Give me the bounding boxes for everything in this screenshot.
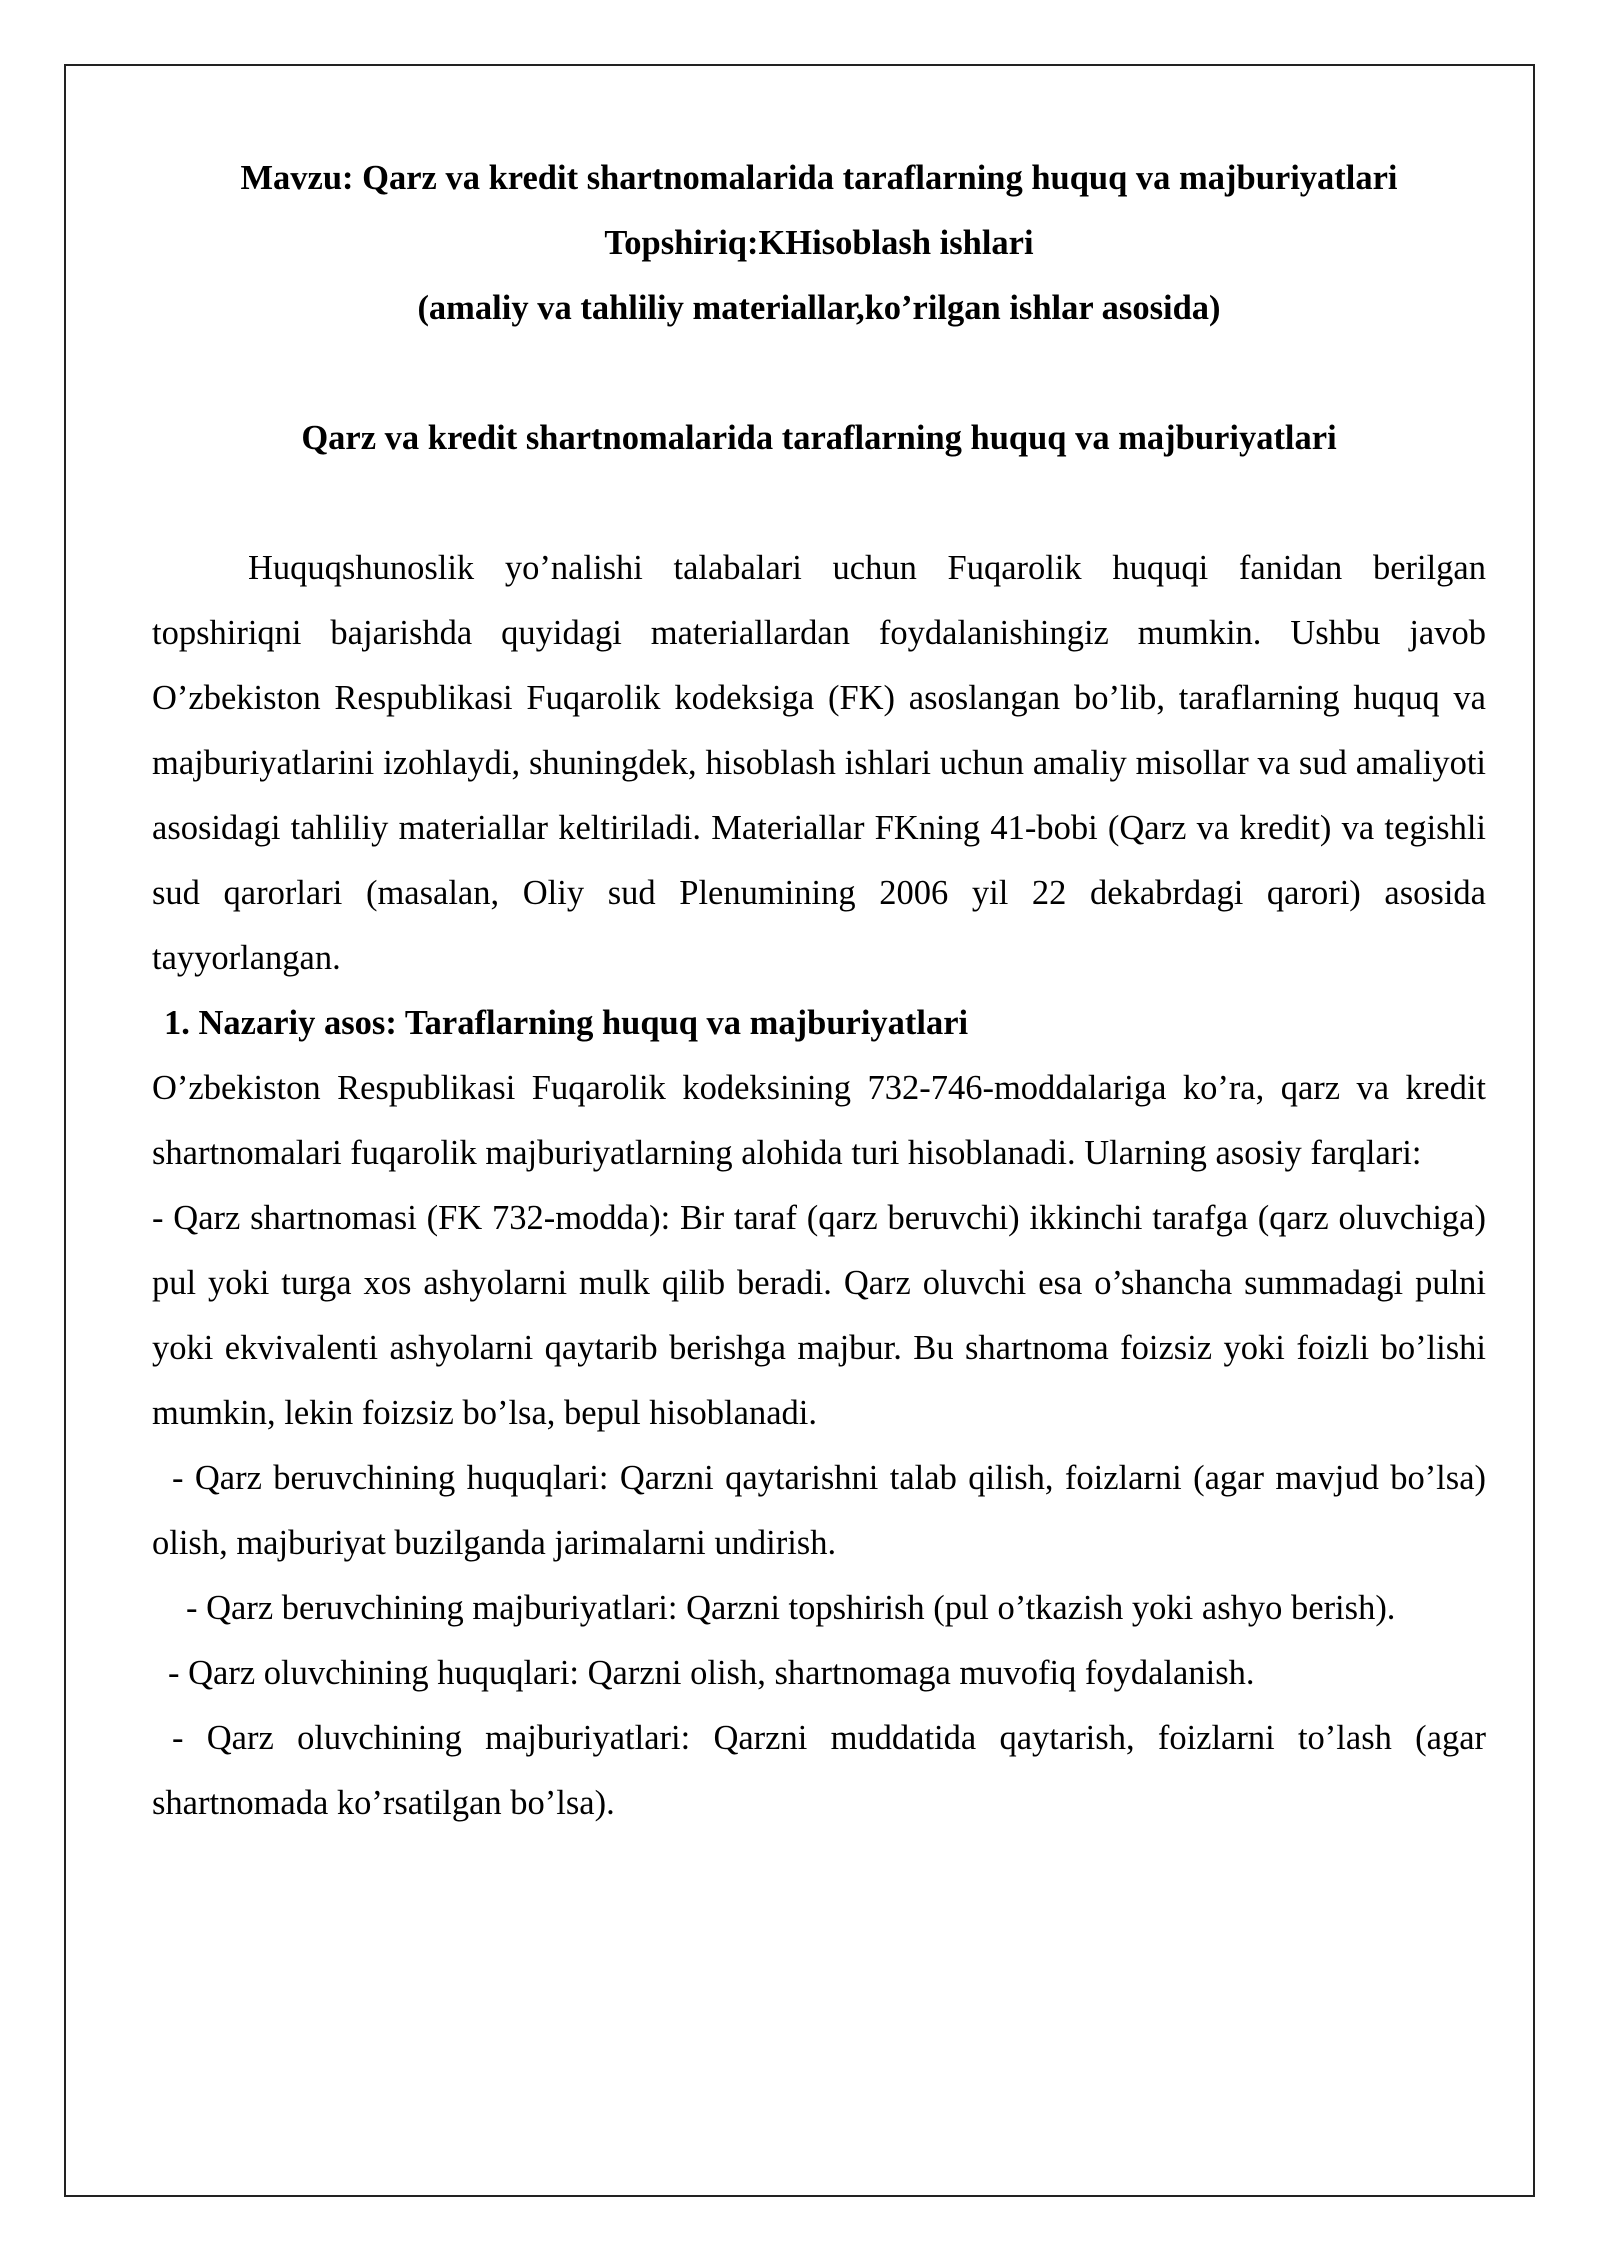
list-item-borrower-obligations: - Qarz oluvchining majburiyatlari: Qarzni muddatida qaytarish, foizlarni to’lash (agar shartnomada ko’rsatilgan bo’lsa). [152,1719,1486,1822]
paragraph-loan-contract: - Qarz shartnomasi (FK 732-modda): Bir taraf (qarz beruvchi) ikkinchi tarafga (qarz oluvchiga) pul yoki turga xos ashyolarni mulk qilib beradi. Qarz oluvchi esa o’shancha summadagi pulni yoki ekvivalenti ashyolarni qaytarib berishga majbur. Bu shartnoma foizsiz yoki foizli bo’lishi mumkin, lekin foizsiz bo’lsa, bepul hisoblanadi. [152,1199,1486,1432]
materials-subtitle: (amaliy va tahliliy materiallar,ko’rilgan ishlar asosida) [417,289,1221,327]
section-title: Qarz va kredit shartnomalarida taraflarning huquq va majburiyatlari [301,419,1337,457]
paragraph-civil-code: O’zbekiston Respublikasi Fuqarolik kodeksining 732-746-moddalariga ko’ra, qarz va kredit shartnomalari fuqarolik majburiyatlarning alohida turi hisoblanadi. Ularning asosiy farqlari: [152,1069,1486,1172]
task-title: Topshiriq:KHisoblash ishlari [604,224,1034,262]
list-item-borrower-rights: - Qarz oluvchining huquqlari: Qarzni olish, shartnomaga muvofiq foydalanish. [168,1654,1255,1692]
document-body [152,146,1486,1836]
heading-theoretical-basis: 1. Nazariy asos: Taraflarning huquq va majburiyatlari [164,1004,969,1042]
topic-title: Mavzu: Qarz va kredit shartnomalarida taraflarning huquq va majburiyatlari [240,159,1398,197]
list-item-lender-rights: - Qarz beruvchining huquqlari: Qarzni qaytarishni talab qilish, foizlarni (agar mavjud bo’lsa) olish, majburiyat buzilganda jarimalarni undirish. [152,1459,1486,1562]
list-item-lender-obligations: - Qarz beruvchining majburiyatlari: Qarzni topshirish (pul o’tkazish yoki ashyo berish). [186,1589,1396,1627]
intro-paragraph: Huquqshunoslik yo’nalishi talabalari uchun Fuqarolik huquqi fanidan berilgan topshiriqni bajarishda quyidagi materiallardan foydalanishingiz mumkin. Ushbu javob O’zbekiston Respublikasi Fuqarolik kodeksiga (FK) asoslangan bo’lib, taraflarning huquq va majburiyatlarini izohlaydi, shuningdek, hisoblash ishlari uchun amaliy misollar va sud amaliyoti asosidagi tahliliy materiallar keltiriladi. Materiallar FKning 41-bobi (Qarz va kredit) va tegishli sud qarorlari (masalan, Oliy sud Plenumining 2006 yil 22 dekabrdagi qarori) asosida tayyorlangan. [152,549,1486,977]
